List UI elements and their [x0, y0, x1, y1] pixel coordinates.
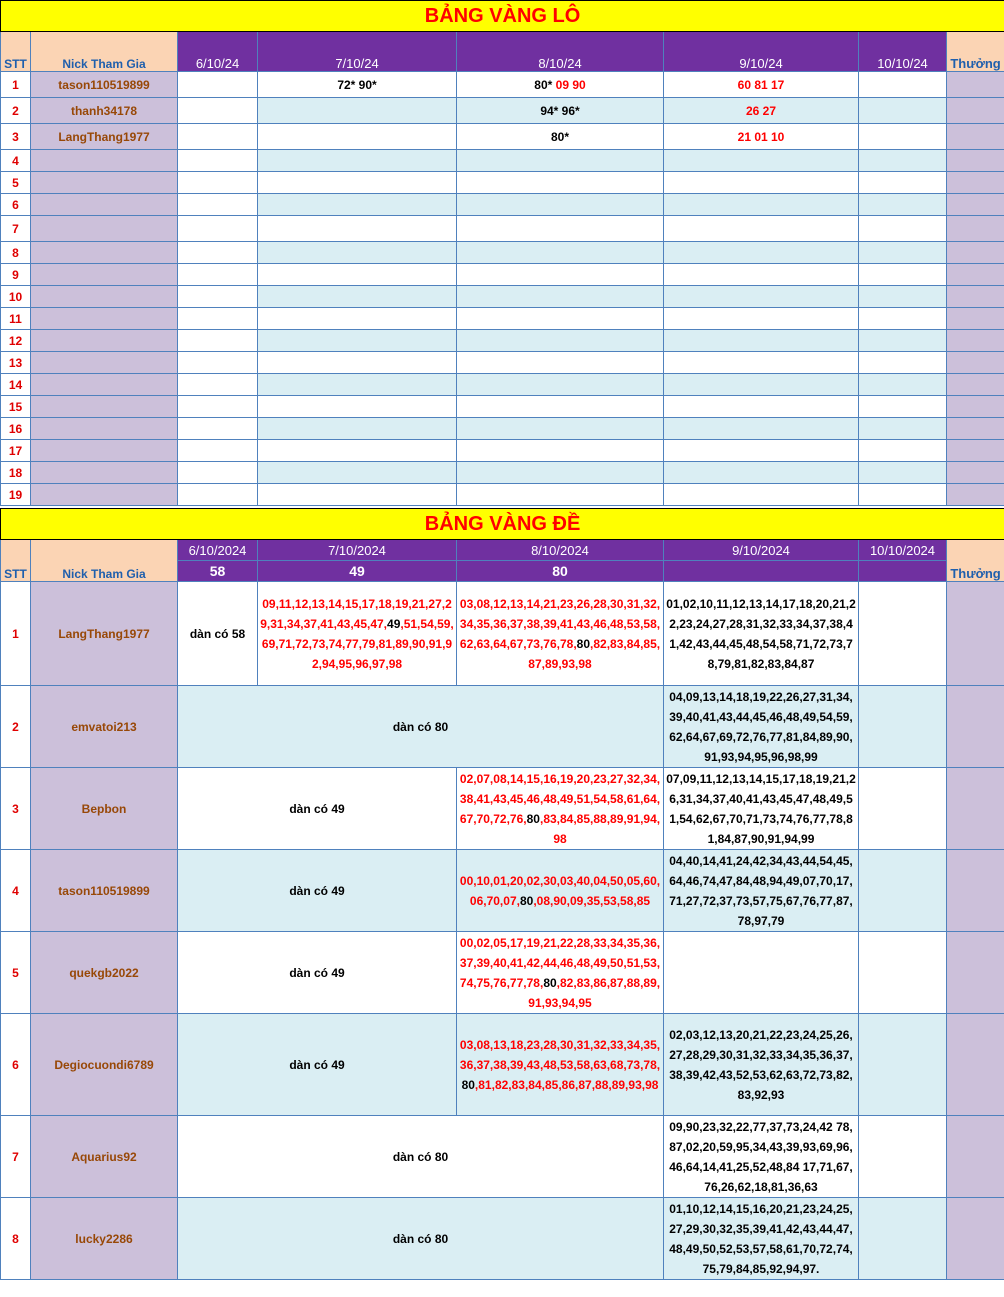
lo-row [1, 418, 1004, 440]
number-list: 01,02,10,11,12,13,14,17,18,20,21,22,23,24,27,28,31,32,33,34,37,38,41,42,43,44,45,48,54,58,71,72,73,78,79,81,82,83,84,87 [664, 582, 859, 686]
reward-cell [947, 172, 1004, 194]
nick-name [31, 462, 178, 484]
row-stt: 8 [1, 242, 31, 264]
day-cell [859, 194, 947, 216]
row-stt: 4 [1, 850, 31, 932]
nick-name [31, 330, 178, 352]
nick-name: Aquarius92 [31, 1116, 178, 1198]
day-cell [859, 352, 947, 374]
date-header: 7/10/2024 [258, 540, 457, 561]
day-cell [859, 242, 947, 264]
day-cell [859, 308, 947, 330]
number-list-red: ,51,54,59,69,71,72,73,74,77,79,81,89,90,91,92,94,95,96,97,98 [261, 616, 454, 671]
result-number: 80 [457, 561, 664, 582]
day-cell: 26 27 [664, 98, 859, 124]
row-stt: 9 [1, 264, 31, 286]
day-cell [457, 286, 664, 308]
nick-name [31, 264, 178, 286]
number-list [457, 850, 664, 932]
number-list-red: ,08,90,09,35,53,58,85 [533, 893, 651, 908]
nick-name: thanh34178 [31, 98, 178, 124]
dan-cell: dàn có 80 [178, 1198, 664, 1280]
nick-name [31, 216, 178, 242]
row-stt: 14 [1, 374, 31, 396]
reward-cell [947, 462, 1004, 484]
lo-row [1, 286, 1004, 308]
reward-cell [947, 72, 1004, 98]
date-header: 7/10/24 [258, 32, 457, 72]
nick-name: Degiocuondi6789 [31, 1014, 178, 1116]
lo-row [1, 330, 1004, 352]
day-cell [457, 216, 664, 242]
nick-name: lucky2286 [31, 1198, 178, 1280]
reward-cell [947, 850, 1004, 932]
row-stt: 16 [1, 418, 31, 440]
day-cell [859, 330, 947, 352]
day-cell [457, 194, 664, 216]
number-list-red: ,81,82,83,84,85,86,87,88,89,93,98 [474, 1077, 659, 1092]
de-title: BẢNG VÀNG ĐỀ [1, 509, 1004, 540]
row-stt: 6 [1, 1014, 31, 1116]
lo-row [1, 150, 1004, 172]
day-cell [457, 418, 664, 440]
dan-cell: dàn có 80 [178, 686, 664, 768]
day-cell [178, 308, 258, 330]
day-cell [258, 124, 457, 150]
day-cell [178, 440, 258, 462]
reward-cell [947, 932, 1004, 1014]
lo-table [0, 0, 1004, 506]
nick-name: tason110519899 [31, 72, 178, 98]
day-cell [178, 418, 258, 440]
day-cell [178, 286, 258, 308]
day-cell [457, 242, 664, 264]
day-cell [178, 352, 258, 374]
reward-cell [947, 484, 1004, 506]
lo-number-red: 09 90 [552, 77, 586, 92]
day-cell [664, 484, 859, 506]
row-stt: 11 [1, 308, 31, 330]
de-row [1, 1116, 1004, 1198]
day-cell [859, 374, 947, 396]
lo-row [1, 396, 1004, 418]
day-cell [457, 374, 664, 396]
reward-cell [947, 768, 1004, 850]
day-cell [258, 462, 457, 484]
lo-row [1, 484, 1004, 506]
row-stt: 7 [1, 1116, 31, 1198]
lo-row [1, 352, 1004, 374]
reward-cell [947, 124, 1004, 150]
number-list-red: ,82,83,86,87,88,89,91,93,94,95 [528, 975, 661, 1010]
day-cell [859, 582, 947, 686]
day-cell [859, 850, 947, 932]
day-cell [258, 172, 457, 194]
day-cell [178, 172, 258, 194]
day-cell [859, 440, 947, 462]
lo-number-black: 80* [534, 77, 553, 92]
day-cell [859, 932, 947, 1014]
number-list-black: 49 [387, 616, 401, 631]
reward-cell [947, 440, 1004, 462]
day-cell [859, 484, 947, 506]
lo-row [1, 194, 1004, 216]
day-cell [457, 98, 664, 124]
day-cell [664, 172, 859, 194]
de-row [1, 768, 1004, 850]
day-cell [457, 172, 664, 194]
day-cell [178, 330, 258, 352]
day-cell [859, 172, 947, 194]
day-cell [258, 286, 457, 308]
stt-header: STT [1, 540, 31, 582]
row-stt: 8 [1, 1198, 31, 1280]
day-cell [178, 484, 258, 506]
number-list-black: 80 [543, 975, 557, 990]
day-cell [859, 462, 947, 484]
day-cell [258, 264, 457, 286]
day-cell [664, 308, 859, 330]
stt-header: STT [1, 32, 31, 72]
day-cell [859, 768, 947, 850]
result-number [664, 561, 859, 582]
dan-cell: dàn có 49 [178, 1014, 457, 1116]
nick-name: tason110519899 [31, 850, 178, 932]
lo-row [1, 242, 1004, 264]
number-list-black: 80 [461, 1077, 475, 1092]
day-cell [178, 242, 258, 264]
result-number [859, 561, 947, 582]
day-cell [664, 374, 859, 396]
reward-cell [947, 194, 1004, 216]
dan-cell: dàn có 49 [178, 768, 457, 850]
date-header: 10/10/24 [859, 32, 947, 72]
number-list: 04,40,14,41,24,42,34,43,44,54,45,64,46,74,47,84,48,94,49,07,70,17,71,27,72,37,73,57,75,67,76,77,87,78,97,79 [664, 850, 859, 932]
nick-name: Bepbon [31, 768, 178, 850]
lo-row [1, 374, 1004, 396]
de-row [1, 1198, 1004, 1280]
date-header: 9/10/2024 [664, 540, 859, 561]
day-cell [664, 352, 859, 374]
date-header: 10/10/2024 [859, 540, 947, 561]
row-stt: 10 [1, 286, 31, 308]
nick-name [31, 150, 178, 172]
day-cell [457, 72, 664, 98]
nick-name [31, 194, 178, 216]
day-cell [457, 396, 664, 418]
lo-title: BẢNG VÀNG LÔ [1, 1, 1004, 32]
day-cell [664, 330, 859, 352]
day-cell [859, 72, 947, 98]
row-stt: 7 [1, 216, 31, 242]
reward-cell [947, 216, 1004, 242]
date-header: 9/10/24 [664, 32, 859, 72]
row-stt: 2 [1, 98, 31, 124]
row-stt: 5 [1, 932, 31, 1014]
row-stt: 1 [1, 582, 31, 686]
day-cell [859, 150, 947, 172]
nick-name [31, 308, 178, 330]
day-cell [457, 484, 664, 506]
day-cell [258, 352, 457, 374]
number-list: 09,90,23,32,22,77,37,73,24,42 78,87,02,20,59,95,34,43,39,93,69,96,46,64,14,41,25,52,48,84 17,71,67,76,26,62,18,81,36,63 [664, 1116, 859, 1198]
lo-row [1, 216, 1004, 242]
number-list [457, 768, 664, 850]
reward-cell [947, 686, 1004, 768]
de-row [1, 582, 1004, 686]
number-list-black: 80 [526, 811, 540, 826]
de-table [0, 508, 1004, 1280]
day-cell: 72* 90* [258, 72, 457, 98]
date-header: 8/10/2024 [457, 540, 664, 561]
day-cell [178, 124, 258, 150]
day-cell [859, 1116, 947, 1198]
reward-cell [947, 1198, 1004, 1280]
row-stt: 13 [1, 352, 31, 374]
day-cell [178, 462, 258, 484]
reward-cell [947, 242, 1004, 264]
number-list-red: 02,07,08,14,15,16,19,20,23,27,32,34,38,41,43,45,46,48,49,51,54,58,61,64,67,70,72,76, [459, 771, 661, 826]
day-cell [859, 286, 947, 308]
day-cell [859, 98, 947, 124]
day-cell [664, 216, 859, 242]
day-cell [457, 440, 664, 462]
reward-cell [947, 582, 1004, 686]
day-cell [664, 150, 859, 172]
nick-name: LangThang1977 [31, 582, 178, 686]
de-row [1, 1014, 1004, 1116]
number-list [664, 932, 859, 1014]
number-list [258, 582, 457, 686]
nick-header: Nick Tham Gia [31, 540, 178, 582]
number-list-red: ,83,84,85,88,89,91,94,98 [539, 811, 661, 846]
lo-row [1, 462, 1004, 484]
day-cell [457, 308, 664, 330]
day-cell [258, 374, 457, 396]
day-cell [258, 308, 457, 330]
day-cell [859, 418, 947, 440]
lo-number-black: 94* 96* [540, 103, 580, 118]
nick-name [31, 242, 178, 264]
day-cell [457, 462, 664, 484]
reward-cell [947, 264, 1004, 286]
number-list [457, 582, 664, 686]
row-stt: 19 [1, 484, 31, 506]
day-cell [859, 686, 947, 768]
number-list: 07,09,11,12,13,14,15,17,18,19,21,26,31,34,37,40,41,43,45,47,48,49,51,54,62,67,70,71,73,74,76,77,78,81,84,87,90,91,94,99 [664, 768, 859, 850]
day-cell [664, 462, 859, 484]
nick-name: quekgb2022 [31, 932, 178, 1014]
day-cell [859, 396, 947, 418]
de-row [1, 686, 1004, 768]
reward-cell [947, 1116, 1004, 1198]
day-cell [178, 150, 258, 172]
number-list-red: ,82,83,84,85,87,89,93,98 [528, 636, 661, 671]
reward-header: Thưởng [947, 32, 1004, 72]
reward-cell [947, 374, 1004, 396]
number-list-red: 00,02,05,17,19,21,22,28,33,34,35,36,37,39,40,41,42,44,46,48,49,50,51,53,74,75,76,77,78, [459, 935, 661, 990]
nick-name [31, 440, 178, 462]
de-row [1, 932, 1004, 1014]
reward-cell [947, 1014, 1004, 1116]
result-number: 49 [258, 561, 457, 582]
day-cell [178, 216, 258, 242]
number-list-red: 09,11,12,13,14,15,17,18,19,21,27,29,31,34,37,41,43,45,47, [260, 596, 452, 631]
number-list [457, 932, 664, 1014]
number-list: 01,10,12,14,15,16,20,21,23,24,25,27,29,30,32,35,39,41,42,43,44,47,48,49,50,52,53,57,58,61,70,72,74,75,79,84,85,92,94,97. [664, 1198, 859, 1280]
row-stt: 18 [1, 462, 31, 484]
nick-header: Nick Tham Gia [31, 32, 178, 72]
nick-name [31, 484, 178, 506]
day-cell [258, 440, 457, 462]
day-cell [178, 194, 258, 216]
day-cell [664, 194, 859, 216]
reward-cell [947, 150, 1004, 172]
lo-row [1, 72, 1004, 98]
day-cell: 21 01 10 [664, 124, 859, 150]
row-stt: 3 [1, 124, 31, 150]
day-cell [258, 216, 457, 242]
day-cell [859, 216, 947, 242]
day-cell [178, 98, 258, 124]
day-cell [664, 418, 859, 440]
date-header: 6/10/2024 [178, 540, 258, 561]
reward-header: Thưởng [947, 540, 1004, 582]
lo-row [1, 172, 1004, 194]
day-cell [258, 150, 457, 172]
number-list-black: 80 [519, 893, 534, 908]
dan-cell: dàn có 49 [178, 850, 457, 932]
number-list-red: 00,10,01,20,02,30,03,40,04,50,05,60,06,70,07, [459, 873, 661, 908]
day-cell [457, 150, 664, 172]
lo-row [1, 124, 1004, 150]
nick-name: LangThang1977 [31, 124, 178, 150]
day-cell [859, 264, 947, 286]
reward-cell [947, 418, 1004, 440]
day-cell [258, 330, 457, 352]
nick-name: emvatoi213 [31, 686, 178, 768]
day-cell [258, 194, 457, 216]
reward-cell [947, 352, 1004, 374]
day-cell [258, 418, 457, 440]
dan-cell: dàn có 49 [178, 932, 457, 1014]
day-cell [258, 98, 457, 124]
nick-name [31, 418, 178, 440]
nick-name [31, 286, 178, 308]
lo-row [1, 440, 1004, 462]
dan-cell: dàn có 80 [178, 1116, 664, 1198]
day-cell [258, 242, 457, 264]
row-stt: 17 [1, 440, 31, 462]
reward-cell [947, 396, 1004, 418]
date-header: 6/10/24 [178, 32, 258, 72]
day-cell [664, 286, 859, 308]
number-list [457, 1014, 664, 1116]
nick-name [31, 374, 178, 396]
day-cell [457, 124, 664, 150]
reward-cell [947, 330, 1004, 352]
day-cell [457, 330, 664, 352]
reward-cell [947, 286, 1004, 308]
day-cell [457, 352, 664, 374]
day-cell [664, 440, 859, 462]
day-cell [457, 264, 664, 286]
day-cell [664, 242, 859, 264]
result-number: 58 [178, 561, 258, 582]
day-cell [178, 374, 258, 396]
day-cell [859, 124, 947, 150]
number-list-red: 03,08,13,18,23,28,30,31,32,33,34,35,36,37,38,39,43,48,53,58,63,68,73,78, [459, 1037, 661, 1072]
day-cell [178, 72, 258, 98]
number-list-red: 03,08,12,13,14,21,23,26,28,30,31,32,34,35,36,37,38,39,41,43,46,48,53,58,62,63,64,67,73,76,78, [459, 596, 661, 651]
row-stt: 3 [1, 768, 31, 850]
lo-row [1, 98, 1004, 124]
row-stt: 15 [1, 396, 31, 418]
number-list: 04,09,13,14,18,19,22,26,27,31,34,39,40,41,43,44,45,46,48,49,54,59,62,64,67,69,72,76,77,81,84,89,90,91,93,94,95,96,98,99 [664, 686, 859, 768]
nick-name [31, 396, 178, 418]
day-cell [258, 396, 457, 418]
de-row [1, 850, 1004, 932]
lo-number-black: 80* [550, 129, 570, 144]
day-cell [859, 1198, 947, 1280]
nick-name [31, 352, 178, 374]
day-cell [258, 484, 457, 506]
number-list: 02,03,12,13,20,21,22,23,24,25,26,27,28,29,30,31,32,33,34,35,36,37,38,39,42,43,52,53,62,63,72,73,82,83,92,93 [664, 1014, 859, 1116]
row-stt: 6 [1, 194, 31, 216]
lo-row [1, 264, 1004, 286]
row-stt: 1 [1, 72, 31, 98]
row-stt: 5 [1, 172, 31, 194]
day-cell: 60 81 17 [664, 72, 859, 98]
lo-row [1, 308, 1004, 330]
row-stt: 4 [1, 150, 31, 172]
date-header: 8/10/24 [457, 32, 664, 72]
row-stt: 12 [1, 330, 31, 352]
day-cell [664, 396, 859, 418]
day-cell [664, 264, 859, 286]
number-list-black: 80 [576, 636, 591, 651]
row-stt: 2 [1, 686, 31, 768]
day-cell [178, 396, 258, 418]
reward-cell [947, 308, 1004, 330]
day-cell [178, 264, 258, 286]
nick-name [31, 172, 178, 194]
reward-cell [947, 98, 1004, 124]
dan-cell: dàn có 58 [178, 582, 258, 686]
day-cell [859, 1014, 947, 1116]
